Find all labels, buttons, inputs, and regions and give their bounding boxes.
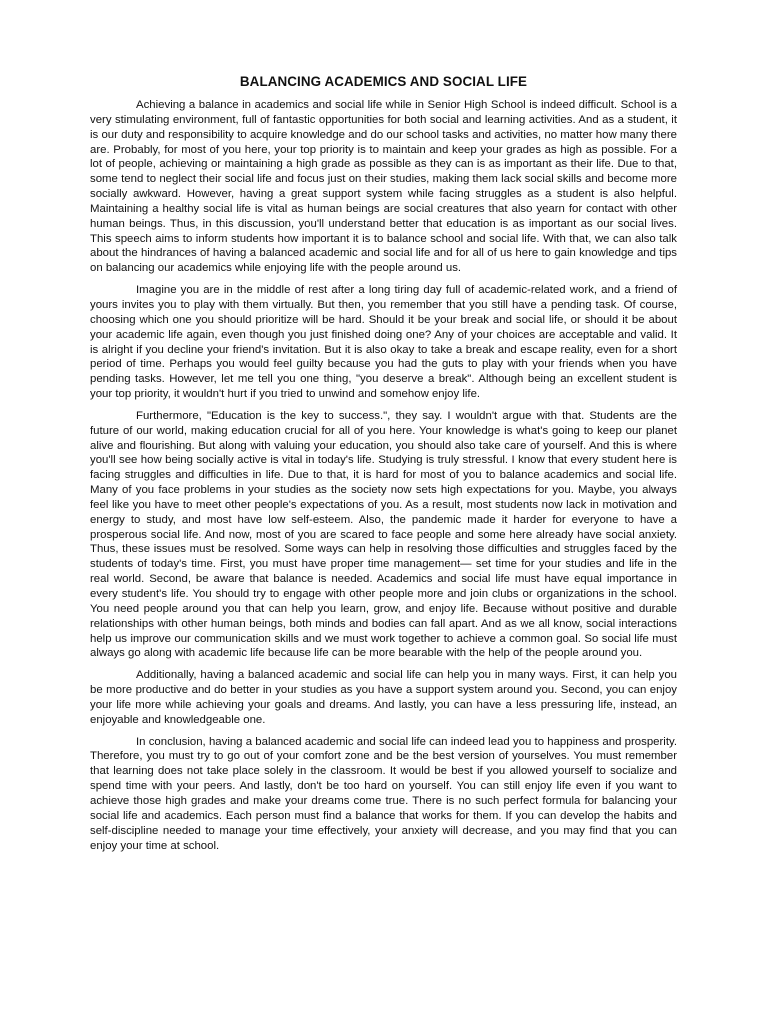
paragraph-education-and-struggles: Furthermore, "Education is the key to success.", they say. I wouldn't argue with that. Students are the future of our world, making education crucial for all of you here. Your knowledge is what's going to keep our planet alive and flourishing. But along with valuing your education, you should also take care of yourself. And this is where you'll see how being socially active is vital in today's life. Studying is truly stressful. I know that every student here is facing struggles and difficulties in life. Due to that, it is hard for most of you to balance academics and social life. Many of you face problems in your studies as the society now sets high expectations for you. Maybe, you always feel like you have to meet other people's expectations of you. As a result, most students now lack in motivation and energy to study, and most have low self-esteem. Also, the pandemic made it harder for everyone to have a prosperous social life. And now, most of you are scared to face people and some here already have social anxiety. Thus, these issues must be resolved. Some ways can help in resolving those difficulties and struggles faced by the students of today's time. First, you must have proper time management— set time for your studies and life in the real world. Second, be aware that balance is needed. Academics and social life must have equal importance in every student's life. You should try to engage with other people more and join clubs or organizations in the school. You need people around you that can help you learn, grow, and enjoy life. Because without positive and durable relationships with other human beings, both minds and bodies can fall apart. And as we all know, social interactions help us improve our communication skills and we must work together to achieve a common goal. So social life must always go along with academic life because life can be more bearable with the help of the people around you. (90, 409, 677, 660)
document-title: BALANCING ACADEMICS AND SOCIAL LIFE (239, 74, 528, 89)
paragraph-conclusion: In conclusion, having a balanced academic and social life can indeed lead you to happiness and prosperity. Therefore, you must try to go out of your comfort zone and be the best version of yourselves. You must remember that learning does not take place solely in the classroom. It would be best if you allowed yourself to socialize and spend time with your peers. And lastly, don't be too hard on yourself. You can still enjoy life even if you want to achieve those high grades and make your dreams come true. There is no such perfect formula for balancing your social life and academics. Each person must find a balance that works for them. If you can develop the habits and self-discipline needed to manage your time effectively, your anxiety will decrease, and you may find that you can enjoy your time at school. (90, 735, 677, 852)
paragraph-break-scenario: Imagine you are in the middle of rest after a long tiring day full of academic-related work, and a friend of yours invites you to play with them virtually. But then, you remember that you still have a pending task. Of course, choosing which one you should prioritize will be hard. Should it be your break and social life, or should it be about your academic life again, even though you just finished doing one? Any of your choices are acceptable and valid. It is alright if you decline your friend's invitation. But it is also okay to take a break and escape reality, even for a short period of time. Perhaps you would feel guilty because you had the guts to play with your friends when you have pending tasks. However, let me tell you one thing, "you deserve a break". Although being an excellent student is your top priority, it wouldn't hurt if you tried to unwind and somehow enjoy life. (90, 284, 677, 401)
document-page (90, 74, 677, 860)
paragraph-introduction: Achieving a balance in academics and social life while in Senior High School is indeed difficult. School is a very stimulating environment, full of fantastic opportunities for both social and learning activities. And as a student, it is our duty and responsibility to acquire knowledge and do our school tasks and activities, no matter how many there are. Probably, for most of you here, your top priority is to maintain and keep your grades as high as possible. For a lot of people, achieving or maintaining a high grade as possible as they can is as important as their life. Due to that, some tend to neglect their social life and focus just on their studies, making them lack social skills and become more socially awkward. However, having a great support system while facing struggles as a student is also helpful. Maintaining a healthy social life is vital as human beings are social creatures that also yearn for contact with other human beings. Thus, in this discussion, you'll understand better that education is as important as our social lives. This speech aims to inform students how important it is to balance school and social life. With that, we can also talk about the hindrances of having a balanced academic and social life and for all of us here to gain knowledge and tips on balancing our academics while enjoying life with the people around us. (90, 99, 677, 275)
paragraph-benefits: Additionally, having a balanced academic and social life can help you in many ways. First, it can help you be more productive and do better in your studies as you have a support system around you. Second, you can enjoy your life more while achieving your goals and dreams. And lastly, you can have a less pressuring life, instead, an enjoyable and knowledgeable one. (90, 669, 677, 726)
